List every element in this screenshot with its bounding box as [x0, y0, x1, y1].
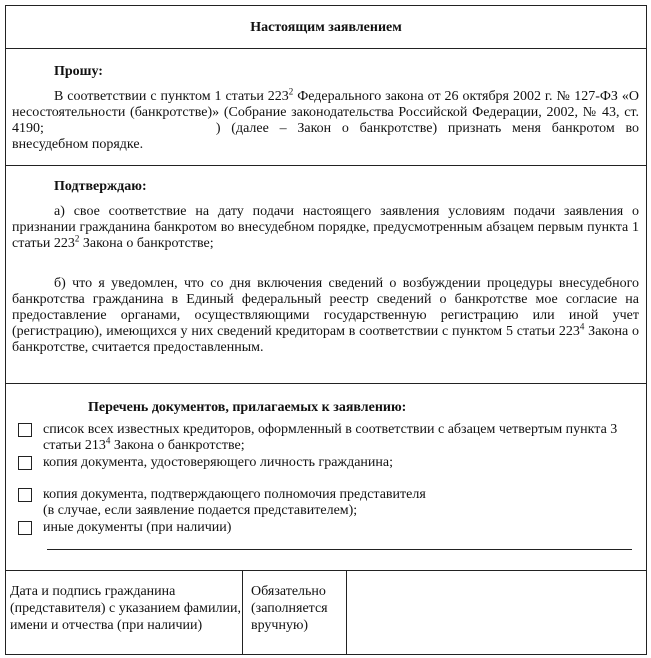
documents-section — [6, 384, 646, 571]
signature-note: Обязательно (заполняется вручную) — [243, 571, 347, 654]
request-heading: Прошу: — [54, 64, 103, 79]
request-text: В соответствии с пунктом 1 статьи $223^2$ Федерального закона от 26 октября 2002 г. № 127-ФЗ «О несостоятельности (банкротстве)» (Собрание законодательства Российской Федерации, 2002, № 43, ст. 4190; ) (далее – Закон о банкротстве) признать меня банкротом во внесудебном порядке. — [12, 86, 639, 152]
signature-label: Дата и подпись гражданина (представителя) с указанием фамилии, имени и отчества (при наличии) — [6, 571, 243, 654]
form-title: Настоящим заявлением — [6, 6, 646, 49]
documents-heading: Перечень документов, прилагаемых к заявлению: — [88, 400, 407, 415]
signature-section — [6, 571, 646, 654]
document-item-3: копия документа, подтверждающего полномочия представителя (в случае, если заявление подается представителем); — [43, 487, 426, 518]
document-checkbox-2[interactable] — [18, 456, 32, 470]
document-checkbox-1[interactable] — [18, 423, 32, 437]
document-item-2: копия документа, удостоверяющего личность гражданина; — [43, 455, 394, 470]
confirm-heading: Подтверждаю: — [54, 179, 147, 194]
confirm-item-a: а) свое соответствие на дату подачи настоящего заявления условиям подачи заявления о признании гражданина банкротом во внесудебном порядке, предусмотренным абзацем первым пункта 1 статьи $223^2$ Закона о банкротстве; — [12, 204, 639, 251]
request-section — [6, 49, 646, 166]
application-form — [5, 5, 647, 655]
confirm-section — [6, 166, 646, 384]
document-checkbox-4[interactable] — [18, 521, 32, 535]
confirm-item-b: б) что я уведомлен, что со дня включения сведений о возбуждении процедуры внесудебного банкротства гражданина в Единый федеральный реестр сведений о банкротстве мое согласие на предоставление органами, осуществляющими государственную регистрацию или иной учет (регистрацию), имеющихся у них сведений кредиторам в соответствии с пунктом 5 статьи $223^4$ Закона о банкротстве, считается предоставленным. — [12, 276, 639, 355]
document-checkbox-3[interactable] — [18, 488, 32, 502]
document-item-4: иные документы (при наличии) — [43, 520, 232, 535]
signature-line — [47, 549, 632, 550]
document-item-1: список всех известных кредиторов, оформленный в соответствии с абзацем четвертым пункта 3 статьи $213^4$ Закона о банкротстве; — [43, 422, 618, 453]
signature-field[interactable] — [347, 571, 646, 654]
